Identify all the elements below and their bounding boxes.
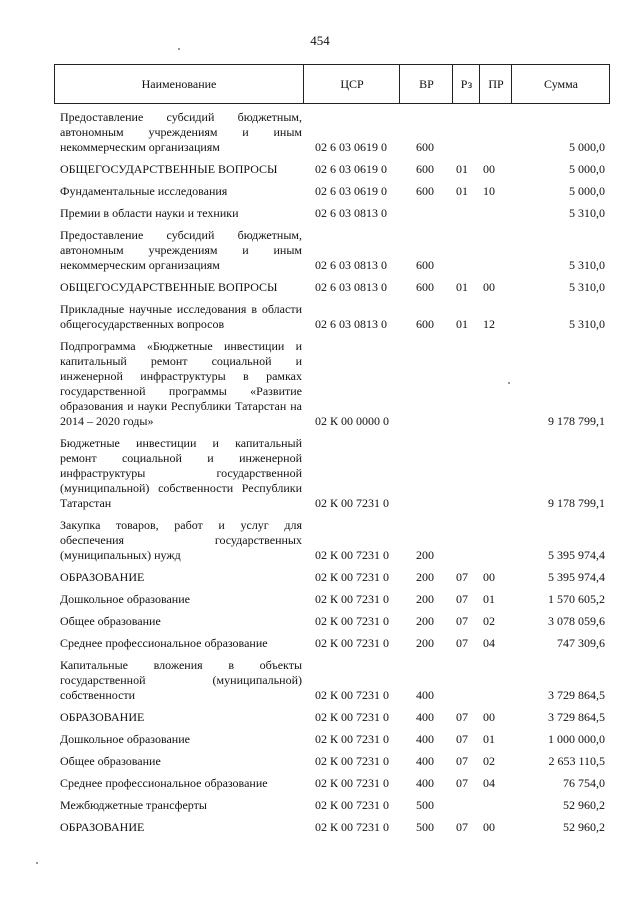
row-vr: 400: [416, 776, 434, 790]
table-row: [60, 570, 605, 585]
row-pr: 00: [483, 570, 495, 584]
row-pr: 00: [483, 280, 495, 294]
row-csr: 02 К 00 7231 0: [315, 732, 390, 746]
row-pr: 00: [483, 162, 495, 176]
row-sum: 3 729 864,5: [548, 710, 605, 724]
row-vr: 500: [416, 820, 434, 834]
row-csr: 02 К 00 7231 0: [315, 592, 390, 606]
row-vr: 200: [416, 592, 434, 606]
row-csr: 02 К 00 7231 0: [315, 496, 390, 510]
table-row: [60, 110, 605, 155]
row-csr: 02 К 00 7231 0: [315, 798, 390, 812]
scan-speck: [508, 382, 510, 384]
row-rz: 01: [456, 162, 468, 176]
row-sum: 3 729 864,5: [548, 688, 605, 702]
table-row: [60, 754, 605, 769]
row-name: ОБРАЗОВАНИЕ: [60, 570, 145, 584]
row-sum: 2 653 110,5: [548, 754, 605, 768]
header-sum: Сумма: [511, 65, 610, 103]
row-sum: 5 395 974,4: [548, 570, 605, 584]
table-row: [60, 206, 605, 221]
row-pr: 01: [483, 592, 495, 606]
row-sum: 1 570 605,2: [548, 592, 605, 606]
row-sum: 747 309,6: [557, 636, 605, 650]
row-name: Прикладные научные исследования в области общегосударственных вопросов: [60, 302, 302, 331]
row-name: Межбюджетные трансферты: [60, 798, 207, 812]
table-row: [60, 184, 605, 199]
row-name: Предоставление субсидий бюджетным, автономным учреждениям и иным некоммерческим организациям: [60, 110, 302, 154]
table-header: [54, 64, 610, 104]
row-csr: 02 6 03 0813 0: [315, 258, 387, 272]
table-row: [60, 636, 605, 651]
table-row: [60, 592, 605, 607]
row-sum: 52 960,2: [563, 798, 605, 812]
row-sum: 1 000 000,0: [548, 732, 605, 746]
row-csr: 02 К 00 7231 0: [315, 688, 390, 702]
row-name: ОБРАЗОВАНИЕ: [60, 820, 145, 834]
table-row: [60, 614, 605, 629]
row-rz: 07: [456, 710, 468, 724]
table-row: [60, 280, 605, 295]
table-row: [60, 518, 605, 563]
row-vr: 600: [416, 140, 434, 154]
row-name: Общее образование: [60, 614, 161, 628]
row-name: Среднее профессиональное образование: [60, 636, 268, 650]
table-row: [60, 658, 605, 703]
table-row: [60, 710, 605, 725]
row-sum: 5 310,0: [569, 280, 605, 294]
table-row: [60, 732, 605, 747]
row-name: ОБРАЗОВАНИЕ: [60, 710, 145, 724]
row-csr: 02 К 00 7231 0: [315, 548, 390, 562]
row-name: Общее образование: [60, 754, 161, 768]
scan-speck: [36, 862, 38, 864]
row-name: Премии в области науки и техники: [60, 206, 239, 220]
row-rz: 01: [456, 280, 468, 294]
row-csr: 02 6 03 0619 0: [315, 140, 387, 154]
row-vr: 600: [416, 317, 434, 331]
row-sum: 76 754,0: [563, 776, 605, 790]
row-rz: 01: [456, 317, 468, 331]
row-csr: 02 К 00 7231 0: [315, 820, 390, 834]
row-name: Бюджетные инвестиции и капитальный ремонт социальной и инженерной инфраструктуры государственной (муниципальной) собственности Республики Татарстан: [60, 436, 302, 510]
header-name: Наименование: [141, 77, 217, 91]
table-body: [60, 110, 605, 842]
header-pr: ПР: [479, 65, 512, 103]
row-vr: 600: [416, 258, 434, 272]
row-vr: 200: [416, 636, 434, 650]
row-sum: 5 310,0: [569, 206, 605, 220]
row-name: ОБЩЕГОСУДАРСТВЕННЫЕ ВОПРОСЫ: [60, 162, 278, 176]
row-pr: 00: [483, 820, 495, 834]
row-csr: 02 К 00 7231 0: [315, 710, 390, 724]
row-csr: 02 6 03 0813 0: [315, 280, 387, 294]
row-name: Среднее профессиональное образование: [60, 776, 268, 790]
table-row: [60, 302, 605, 332]
row-pr: 01: [483, 732, 495, 746]
row-name: Капитальные вложения в объекты государственной (муниципальной) собственности: [60, 658, 302, 702]
row-sum: 5 310,0: [569, 317, 605, 331]
row-csr: 02 6 03 0813 0: [315, 317, 387, 331]
table-row: [60, 776, 605, 791]
row-rz: 07: [456, 614, 468, 628]
row-csr: 02 К 00 0000 0: [315, 414, 390, 428]
row-vr: 600: [416, 162, 434, 176]
row-vr: 200: [416, 548, 434, 562]
row-vr: 500: [416, 798, 434, 812]
row-sum: 5 395 974,4: [548, 548, 605, 562]
row-rz: 07: [456, 592, 468, 606]
header-rz: Рз: [452, 65, 480, 103]
row-csr: 02 К 00 7231 0: [315, 570, 390, 584]
row-name: Дошкольное образование: [60, 732, 190, 746]
row-vr: 200: [416, 614, 434, 628]
row-pr: 10: [483, 184, 495, 198]
row-pr: 04: [483, 776, 495, 790]
row-vr: 600: [416, 280, 434, 294]
scan-speck: [178, 48, 180, 50]
table-row: [60, 228, 605, 273]
table-row: [60, 339, 605, 429]
row-sum: 5 000,0: [569, 162, 605, 176]
row-pr: 00: [483, 710, 495, 724]
row-csr: 02 6 03 0619 0: [315, 162, 387, 176]
row-name: Закупка товаров, работ и услуг для обеспечения государственных (муниципальных) нужд: [60, 518, 302, 562]
row-rz: 07: [456, 820, 468, 834]
row-vr: 400: [416, 710, 434, 724]
row-csr: 02 К 00 7231 0: [315, 754, 390, 768]
row-pr: 12: [483, 317, 495, 331]
row-csr: 02 6 03 0813 0: [315, 206, 387, 220]
row-rz: 07: [456, 570, 468, 584]
row-name: Предоставление субсидий бюджетным, автономным учреждениям и иным некоммерческим организациям: [60, 228, 302, 272]
row-vr: 400: [416, 688, 434, 702]
row-name: Дошкольное образование: [60, 592, 190, 606]
row-pr: 04: [483, 636, 495, 650]
row-sum: 9 178 799,1: [548, 496, 605, 510]
row-rz: 07: [456, 754, 468, 768]
row-sum: 5 310,0: [569, 258, 605, 272]
row-sum: 52 960,2: [563, 820, 605, 834]
header-csr: ЦСР: [303, 65, 400, 103]
table-row: [60, 162, 605, 177]
table-row: [60, 798, 605, 813]
table-row: [60, 436, 605, 511]
row-csr: 02 6 03 0619 0: [315, 184, 387, 198]
row-vr: 400: [416, 732, 434, 746]
row-sum: 5 000,0: [569, 140, 605, 154]
row-rz: 07: [456, 732, 468, 746]
row-rz: 07: [456, 636, 468, 650]
row-pr: 02: [483, 754, 495, 768]
row-rz: 01: [456, 184, 468, 198]
table-row: [60, 820, 605, 835]
row-sum: 5 000,0: [569, 184, 605, 198]
row-vr: 400: [416, 754, 434, 768]
row-vr: 200: [416, 570, 434, 584]
row-csr: 02 К 00 7231 0: [315, 614, 390, 628]
row-rz: 07: [456, 776, 468, 790]
row-sum: 3 078 059,6: [548, 614, 605, 628]
row-name: ОБЩЕГОСУДАРСТВЕННЫЕ ВОПРОСЫ: [60, 280, 278, 294]
row-name: Подпрограмма «Бюджетные инвестиции и капитальный ремонт социальной и инженерной инфраструктуры в рамках государственной программы «Развитие образования и науки Республики Татарстан на 2014 – 2020 годы»: [60, 339, 302, 428]
header-vr: ВР: [399, 65, 453, 103]
row-name: Фундаментальные исследования: [60, 184, 228, 198]
row-sum: 9 178 799,1: [548, 414, 605, 428]
row-csr: 02 К 00 7231 0: [315, 636, 390, 650]
row-csr: 02 К 00 7231 0: [315, 776, 390, 790]
row-pr: 02: [483, 614, 495, 628]
page-number: 454: [310, 33, 330, 48]
row-vr: 600: [416, 184, 434, 198]
